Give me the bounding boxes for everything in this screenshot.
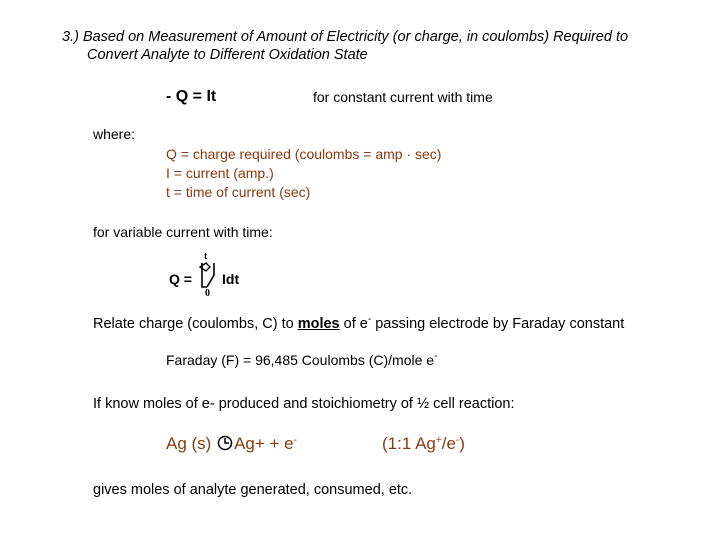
ratio-open: (1:1 Ag [382,434,436,453]
reaction-left: Ag (s) [166,434,212,453]
relate-moles: moles [297,316,340,332]
heading-line-2: Convert Analyte to Different Oxidation State [87,47,368,63]
half-cell-reaction [166,434,297,454]
stoichiometry-ratio [382,434,465,454]
ratio-sup-plus: + [435,435,442,446]
reaction-sup: - [293,435,297,446]
definition-i: I = current (amp.) [166,165,274,181]
relate-after: passing electrode by Faraday constant [371,316,625,332]
relate-line [93,314,624,332]
reaction-right: Ag+ + e [234,434,294,453]
heading-line-1: 3.) Based on Measurement of Amount of Electricity (or charge, in coulombs) Required to [62,29,629,45]
main-equation: - Q = It [166,88,217,105]
reaction-arrow-icon [217,435,233,453]
ratio-mid: /e [441,434,456,453]
ratio-sup-minus: - [455,435,460,446]
variable-current-label: for variable current with time: [93,224,273,240]
gives-line: gives moles of analyte generated, consumed, etc. [93,482,413,498]
where-label: where: [93,126,136,142]
faraday-text: Faraday (F) = 96,485 Coulombs (C)/mole e [166,352,435,368]
ratio-close: ) [459,434,465,453]
integral-lower-limit: 0 [205,288,210,299]
faraday-sup: - [434,351,438,362]
definition-q: Q = charge required (coulombs = amp · sec) [166,146,442,162]
definition-t: t = time of current (sec) [166,184,311,200]
faraday-constant [166,351,437,368]
if-know-line: If know moles of e- produced and stoichiometry of ½ cell reaction: [93,396,515,412]
relate-before: Relate charge (coulombs, C) to [93,316,298,332]
main-equation-note: for constant current with time [313,89,493,105]
relate-e: of e [339,316,368,332]
integral-integrand: Idt [222,271,240,287]
integral-lhs: Q = [169,271,192,287]
relate-sup: - [367,314,372,325]
integral-upper-limit: t [204,251,208,262]
